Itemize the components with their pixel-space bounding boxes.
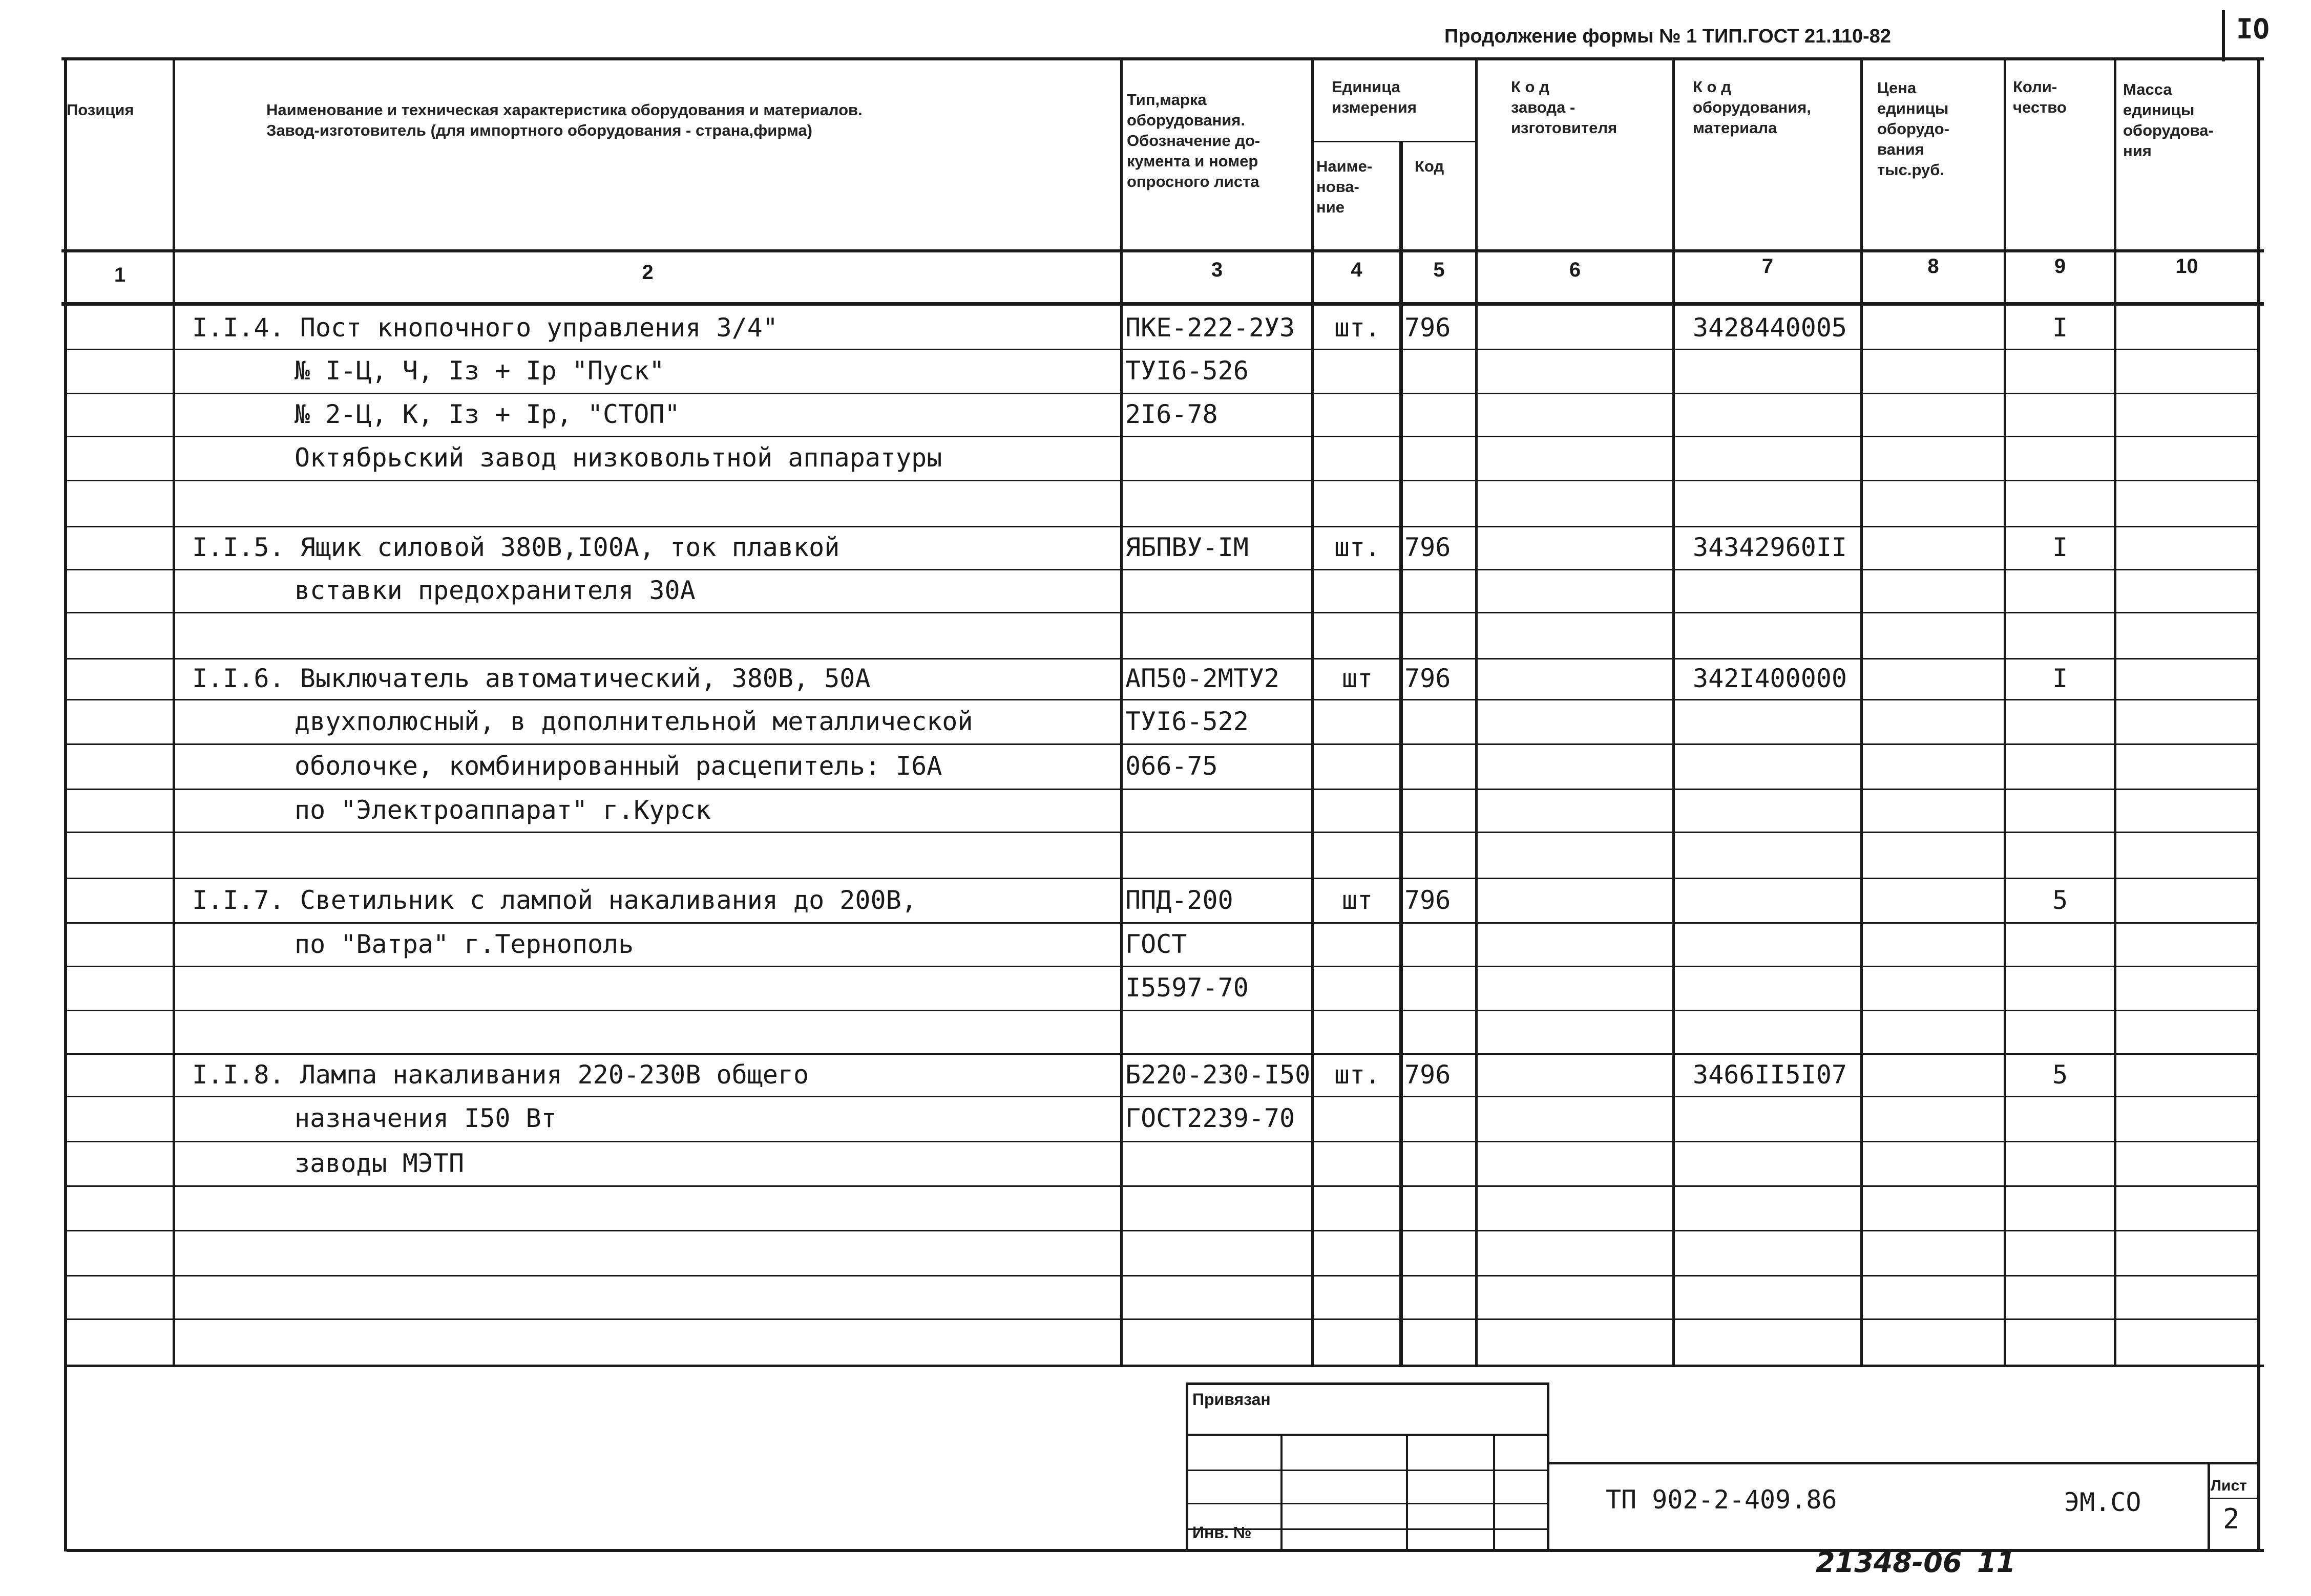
row-name: I.I.8. Лампа накаливания 220-230В общего xyxy=(192,1060,809,1090)
row-name: двухполюсный, в дополнительной металлической xyxy=(295,707,973,736)
header-bottom-rule xyxy=(61,249,2264,252)
row-unit-code: 796 xyxy=(1404,533,1451,562)
form-caption: Продолжение формы № 1 ТИП.ГОСТ 21.110-82 xyxy=(1444,26,1892,47)
table-row xyxy=(0,878,2311,922)
row-name: назначения I50 Вт xyxy=(295,1103,557,1133)
header-unit-group: Единица измерения xyxy=(1332,78,1417,116)
stamp-left-border xyxy=(1186,1382,1188,1551)
row-name: оболочке, комбинированный расцепитель: I6А xyxy=(295,751,942,781)
row-unit-code: 796 xyxy=(1404,1060,1451,1090)
document-code: ТП 902-2-409.86 xyxy=(1606,1485,1837,1515)
column-number-4: 4 xyxy=(1351,259,1362,281)
header-name: Наименование и техническая характеристика оборудования и материалов. Завод-изготовитель (для импортного оборудования - страна,фирма) xyxy=(266,101,863,139)
row-type: 066-75 xyxy=(1125,751,1218,781)
header-unit-mass: Масса единицы оборудова- ния xyxy=(2123,80,2214,160)
table-row xyxy=(0,393,2311,436)
stamp-col-3 xyxy=(1493,1434,1495,1551)
row-rule xyxy=(67,1230,2257,1231)
table-row xyxy=(0,569,2311,612)
column-number-7: 7 xyxy=(1761,255,1774,278)
row-quantity: I xyxy=(2052,664,2068,693)
table-row xyxy=(0,1141,2311,1185)
row-type: ЯБПВУ-IМ xyxy=(1125,533,1249,562)
row-type: ТУI6-526 xyxy=(1125,356,1249,386)
table-row xyxy=(0,1010,2311,1053)
sheet-corner-number: IO xyxy=(2236,13,2270,45)
row-equipment-code: 3428440005 xyxy=(1693,313,1847,343)
header-position: Позиция xyxy=(67,101,134,119)
column-number-3: 3 xyxy=(1211,259,1223,281)
row-type: АП50-2МТУ2 xyxy=(1125,664,1280,693)
row-type: ПКЕ-222-2УЗ xyxy=(1125,313,1295,343)
table-top-border xyxy=(61,57,2264,60)
row-type: 2I6-78 xyxy=(1125,399,1218,429)
header-unit-code: Код xyxy=(1415,157,1444,175)
row-type: ППД-200 xyxy=(1125,885,1233,915)
row-quantity: 5 xyxy=(2052,885,2068,915)
unit-subheader-rule xyxy=(1311,141,1475,142)
row-type: ТУI6-522 xyxy=(1125,707,1249,736)
table-row xyxy=(0,832,2311,878)
table-row xyxy=(0,922,2311,966)
sheet-label: Лист xyxy=(2211,1477,2247,1494)
column-number-1: 1 xyxy=(114,264,126,286)
column-number-2: 2 xyxy=(642,261,654,284)
row-name: № 2-Ц, К, Iз + Iр, "СТОП" xyxy=(295,399,680,429)
row-unit-code: 796 xyxy=(1404,664,1451,693)
row-name: I.I.4. Пост кнопочного управления 3/4" xyxy=(192,313,778,343)
row-rule xyxy=(67,1318,2257,1320)
row-unit: шт xyxy=(1341,664,1373,693)
row-unit: шт. xyxy=(1334,313,1381,343)
table-row xyxy=(0,436,2311,480)
table-row xyxy=(0,699,2311,743)
stamp-right-border xyxy=(1547,1382,1549,1551)
title-top-rule xyxy=(1547,1462,2259,1464)
row-unit: шт xyxy=(1341,885,1373,915)
row-name: I.I.5. Ящик силовой 380В,I00А, ток плавкой xyxy=(192,533,840,562)
row-equipment-code: 34342960II xyxy=(1693,533,1847,562)
header-type: Тип,марка оборудования. Обозначение до- кумента и номер опросного листа xyxy=(1127,91,1260,190)
header-factory-code: К о д завода - изготовителя xyxy=(1511,78,1617,137)
row-name: по "Ватра" г.Тернополь xyxy=(295,929,634,959)
row-quantity: I xyxy=(2052,533,2068,562)
table-row xyxy=(0,612,2311,658)
table-row xyxy=(0,1096,2311,1141)
header-quantity: Коли- чество xyxy=(2013,78,2067,116)
table-row xyxy=(0,966,2311,1010)
header-unit-name: Наиме- нова- ние xyxy=(1316,157,1373,216)
stamp-col-1 xyxy=(1280,1434,1283,1551)
table-bottom-rule xyxy=(67,1365,2264,1367)
row-name: I.I.6. Выключатель автоматический, 380В, 50А xyxy=(192,664,871,693)
table-row xyxy=(0,789,2311,832)
header-unit-price: Цена единицы оборудо- вания тыс.руб. xyxy=(1877,79,1949,179)
sheet-box-rule xyxy=(2208,1498,2259,1499)
row-type: Б220-230-I50 xyxy=(1125,1060,1311,1090)
row-name: № I-Ц, Ч, Iз + Iр "Пуск" xyxy=(295,356,665,386)
row-quantity: 5 xyxy=(2052,1060,2068,1090)
column-number-5: 5 xyxy=(1433,259,1445,281)
row-name: по "Электроаппарат" г.Курск xyxy=(295,795,711,825)
column-number-6: 6 xyxy=(1569,259,1581,281)
row-type: ГОСТ xyxy=(1125,929,1187,959)
column-number-8: 8 xyxy=(1927,255,1939,278)
column-number-9: 9 xyxy=(2054,255,2066,278)
row-name: I.I.7. Светильник с лампой накаливания до 200В, xyxy=(192,885,917,915)
bound-label: Привязан xyxy=(1192,1390,1271,1409)
row-unit-code: 796 xyxy=(1404,313,1451,343)
stamp-col-2 xyxy=(1406,1434,1408,1551)
table-row xyxy=(0,1053,2311,1096)
table-row xyxy=(0,480,2311,526)
colnum-bottom-rule xyxy=(61,302,2264,306)
sheet-box-divider xyxy=(2208,1462,2210,1551)
row-rule xyxy=(67,1185,2257,1187)
row-equipment-code: 342I400000 xyxy=(1693,664,1847,693)
stamp-top-rule xyxy=(1186,1382,1549,1385)
row-unit-code: 796 xyxy=(1404,885,1451,915)
table-row xyxy=(0,658,2311,699)
row-unit: шт. xyxy=(1334,533,1381,562)
handwritten-page-number: 11 xyxy=(1977,1546,2016,1579)
header-equipment-code: К о д оборудования, материала xyxy=(1693,78,1812,137)
row-type: ГОСТ2239-70 xyxy=(1125,1103,1295,1133)
inventory-number-label: Инв. № xyxy=(1192,1523,1252,1542)
handwritten-archive-number: 21348-06 xyxy=(1816,1546,1962,1579)
row-quantity: I xyxy=(2052,313,2068,343)
document-mark: ЭМ.СО xyxy=(2064,1487,2141,1517)
row-rule xyxy=(67,1275,2257,1276)
table-row xyxy=(0,349,2311,393)
table-row xyxy=(0,307,2311,349)
row-name: вставки предохранителя 30А xyxy=(295,576,696,605)
row-unit: шт. xyxy=(1334,1060,1381,1090)
column-number-10: 10 xyxy=(2175,255,2198,278)
sheet-number: 2 xyxy=(2223,1503,2240,1535)
row-type: I5597-70 xyxy=(1125,973,1249,1003)
row-equipment-code: 3466II5I07 xyxy=(1693,1060,1847,1090)
table-row xyxy=(0,526,2311,569)
table-row xyxy=(0,743,2311,789)
row-name: Октябрьский завод низковольтной аппаратуры xyxy=(295,443,942,473)
row-name: заводы МЭТП xyxy=(295,1148,465,1178)
